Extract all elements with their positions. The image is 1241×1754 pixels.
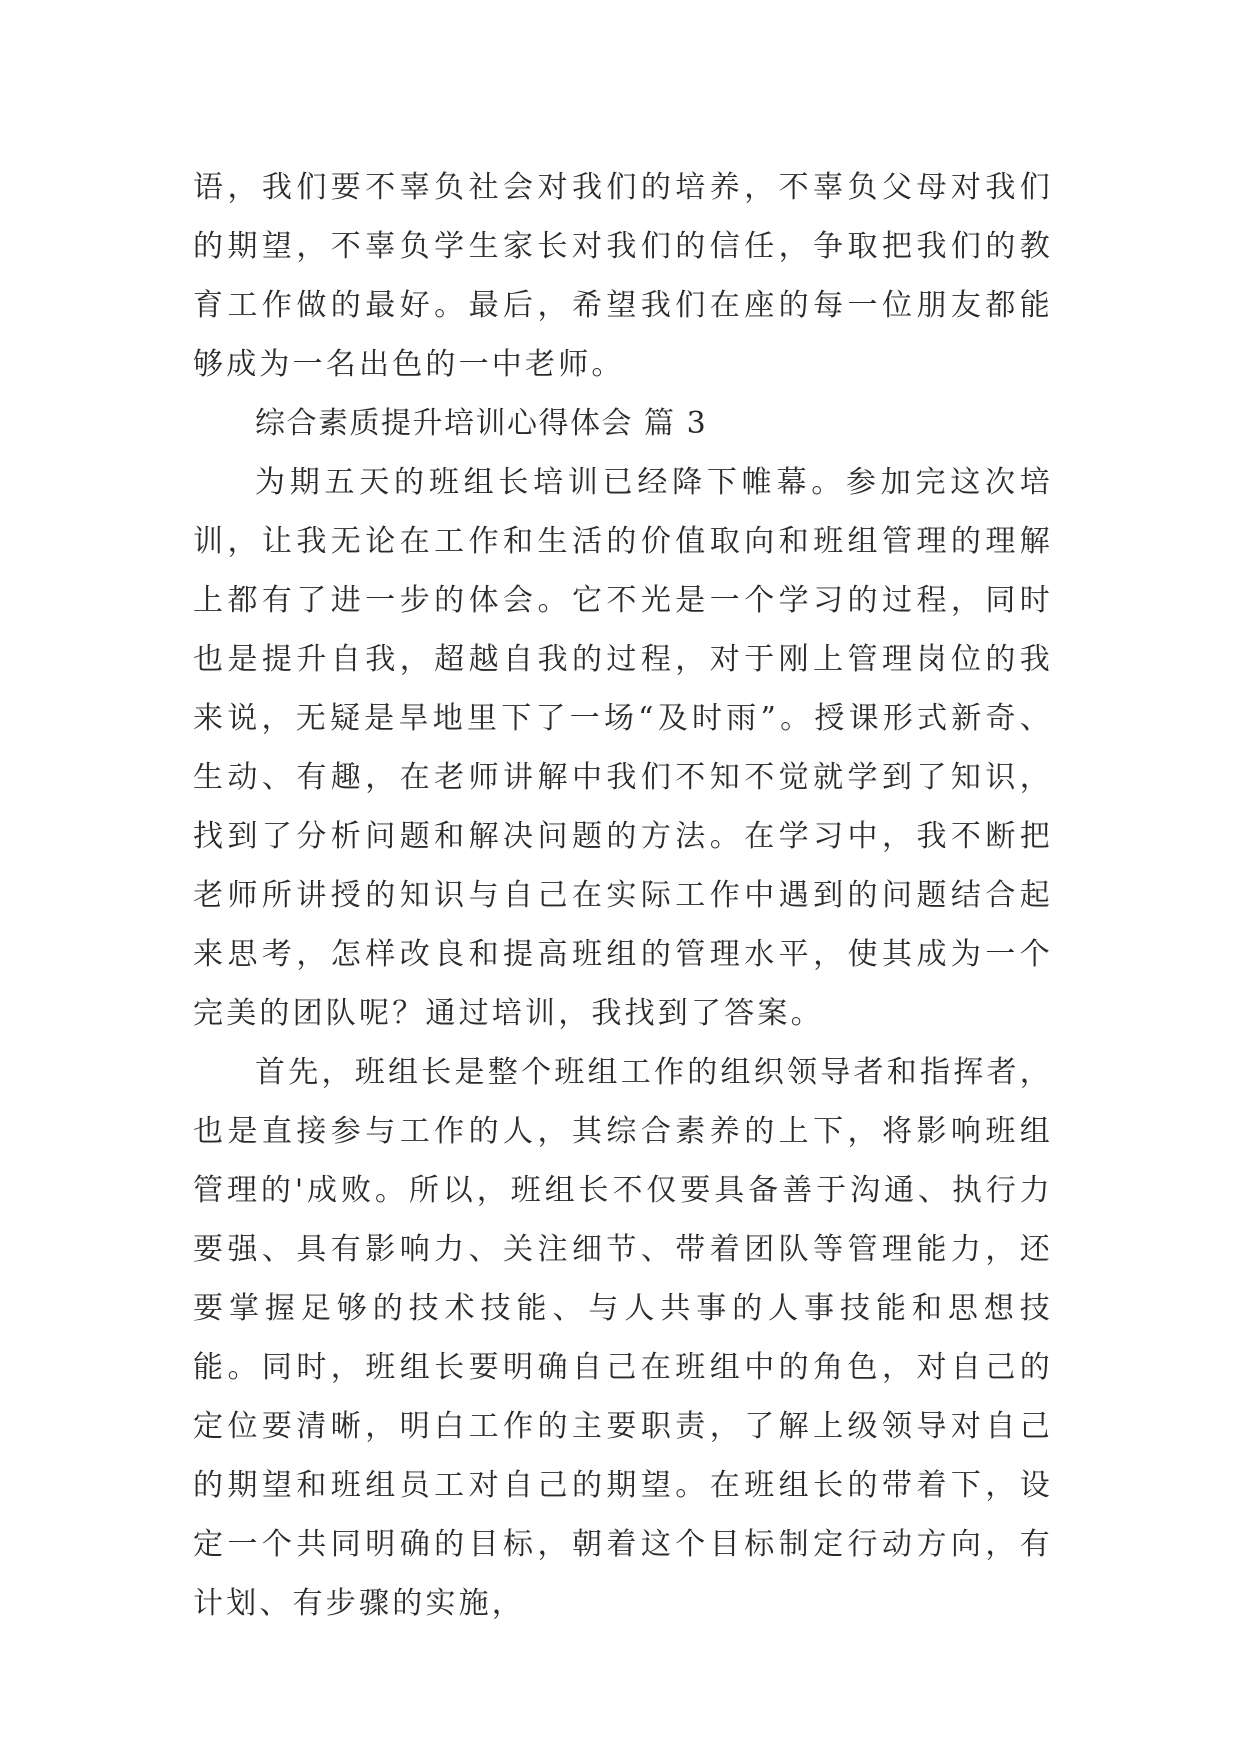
paragraph-continuation: 语，我们要不辜负社会对我们的培养，不辜负父母对我们的期望，不辜负学生家长对我们的信任，争取把我们的教育工作做的最好。最后，希望我们在座的每一位朋友都能够成为一名出色的一中老师。 — [193, 170, 1053, 382]
document-body — [193, 158, 1053, 1633]
paragraph-training-summary: 为期五天的班组长培训已经降下帷幕。参加完这次培训，让我无论在工作和生活的价值取向和班组管理的理解上都有了进一步的体会。它不光是一个学习的过程，同时也是提升自我，超越自我的过程，对于刚上管理岗位的我来说，无疑是旱地里下了一场“及时雨”。授课形式新奇、生动、有趣，在老师讲解中我们不知不觉就学到了知识，找到了分析问题和解决问题的方法。在学习中，我不断把老师所讲授的知识与自己在实际工作中遇到的问题结合起来思考，怎样改良和提高班组的管理水平，使其成为一个完美的团队呢？通过培训，我找到了答案。 — [193, 465, 1053, 1031]
paragraph-team-leader-role: 首先，班组长是整个班组工作的组织领导者和指挥者，也是直接参与工作的人，其综合素养的上下，将影响班组管理的'成败。所以，班组长不仅要具备善于沟通、执行力要强、具有影响力、关注细节、带着团队等管理能力，还要掌握足够的技术技能、与人共事的人事技能和思想技能。同时，班组长要明确自己在班组中的角色，对自己的定位要清晰，明白工作的主要职责，了解上级领导对自己的期望和班组员工对自己的期望。在班组长的带着下，设定一个共同明确的目标，朝着这个目标制定行动方向，有计划、有步骤的实施， — [193, 1055, 1053, 1621]
section-heading: 综合素质提升培训心得体会 篇 3 — [255, 406, 708, 441]
